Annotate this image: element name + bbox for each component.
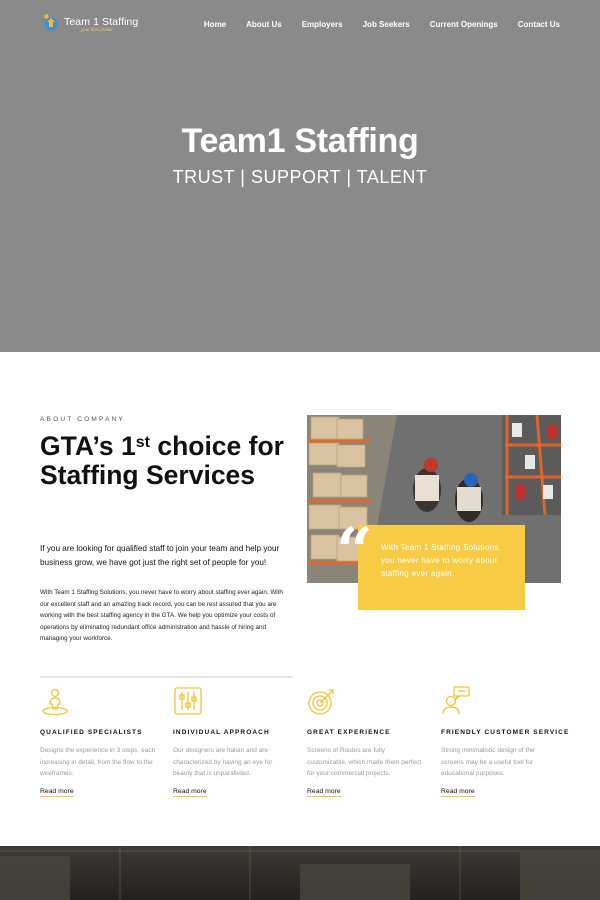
feature-great-experience bbox=[307, 686, 432, 798]
feature-title: GREAT EXPERIENCE bbox=[307, 729, 391, 736]
hero-subtitle: TRUST | SUPPORT | TALENT bbox=[172, 167, 428, 187]
about-lead-text: If you are looking for qualified staff to join your team and help your business grow, we have got just the right set of people for you! bbox=[40, 544, 280, 567]
logo-tagline: your first choice bbox=[81, 27, 113, 32]
hero-title: Team1 Staffing bbox=[181, 122, 419, 160]
section-label: ABOUT COMPANY bbox=[40, 416, 126, 423]
feature-qualified-specialists bbox=[40, 686, 165, 798]
nav-job-seekers[interactable]: Job Seekers bbox=[362, 20, 410, 29]
read-more-link[interactable]: Read more bbox=[307, 787, 341, 795]
about-heading-sup: st bbox=[135, 434, 150, 451]
read-more-link[interactable]: Read more bbox=[441, 787, 475, 795]
nav-home[interactable]: Home bbox=[203, 20, 227, 29]
read-more-link[interactable]: Read more bbox=[40, 787, 74, 795]
hero-section bbox=[0, 0, 600, 352]
nav-contact-us[interactable]: Contact Us bbox=[517, 20, 560, 29]
feature-description: Our designers are Italian and are characterized by having an eye for beauty that is unparalleled. bbox=[173, 747, 273, 777]
feature-description: Designs the experience in 3 steps, each increasing in detail, from the flow to the wireframes. bbox=[40, 747, 156, 777]
feature-individual-approach bbox=[173, 686, 298, 798]
about-heading bbox=[40, 432, 310, 489]
feature-title: FRIENDLY CUSTOMER SERVICE bbox=[441, 729, 570, 736]
feature-title: INDIVIDUAL APPROACH bbox=[173, 729, 270, 736]
read-more-link[interactable]: Read more bbox=[173, 787, 207, 795]
nav-employers[interactable]: Employers bbox=[301, 20, 343, 29]
about-body-text: With Team 1 Staffing Solutions, you never have to worry about staffing ever again. With our excellent staff and an amazing track record, you can be rest assured that you are working with the best staffing agency in the GTA. We help you optimize your costs of operations by eliminating redundant office administration and hassle of hiring and managing your workforce. bbox=[40, 589, 283, 643]
feature-description: Screens of Routes are fully customizable, which made them perfect for your commercial projects. bbox=[307, 747, 422, 777]
feature-friendly-customer-service bbox=[441, 686, 570, 798]
feature-description: Strong minimalistic design of the screens may be a useful tool for educational purposes. bbox=[441, 747, 535, 777]
next-section-background bbox=[0, 846, 600, 900]
quote-text: With Team 1 Staffing Solutions, you never have to worry about staffing ever again. bbox=[381, 543, 502, 578]
logo-name: Team 1 Staffing bbox=[64, 16, 139, 28]
target-icon bbox=[307, 686, 337, 716]
logo-mark-icon bbox=[42, 12, 60, 32]
feature-title: QUALIFIED SPECIALISTS bbox=[40, 729, 143, 736]
quote-mark-icon: “ bbox=[336, 514, 373, 589]
location-person-icon bbox=[40, 686, 70, 716]
divider bbox=[40, 676, 293, 678]
nav-about-us[interactable]: About Us bbox=[246, 20, 282, 29]
nav-current-openings[interactable]: Current Openings bbox=[429, 20, 498, 29]
about-heading-suffix: choice for Staffing Services bbox=[40, 431, 284, 490]
sliders-icon bbox=[173, 686, 203, 716]
about-heading-prefix: GTA’s 1 bbox=[40, 431, 136, 461]
support-chat-icon bbox=[441, 686, 471, 716]
main-nav bbox=[204, 20, 560, 29]
